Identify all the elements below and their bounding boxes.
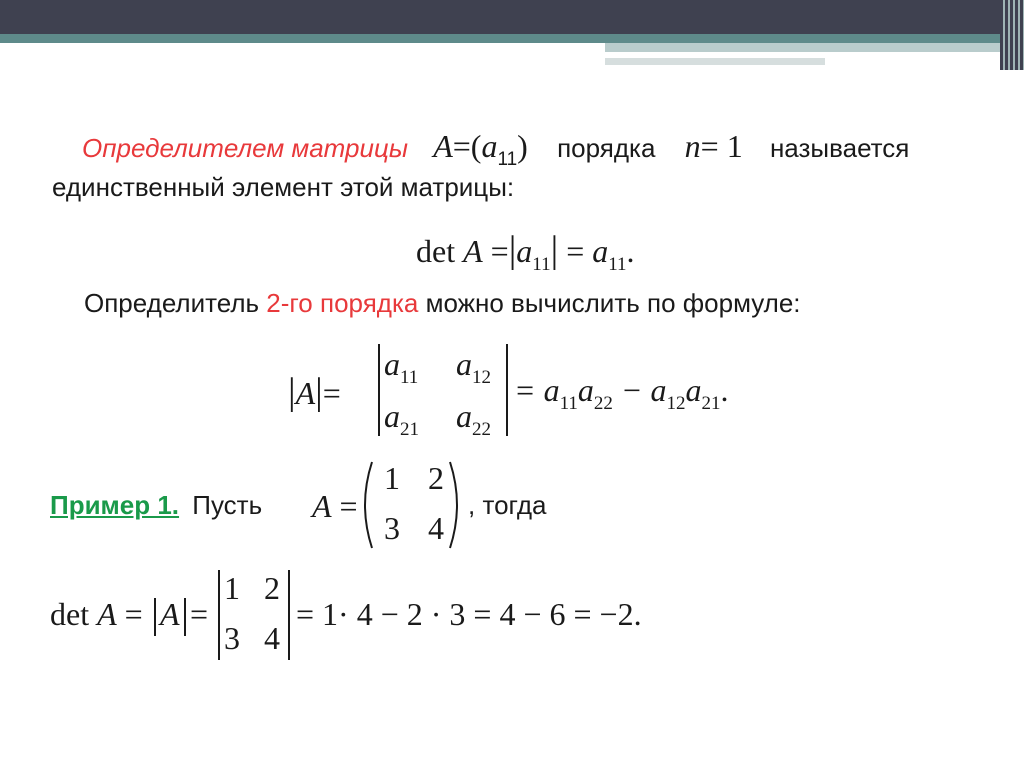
equals-paren: =( xyxy=(452,128,482,164)
ex-det-result: = 1· 4 − 2 · 3 = 4 − 6 = −2. xyxy=(296,596,642,632)
det-word: det xyxy=(416,233,456,269)
definition-2-line xyxy=(84,288,801,319)
ex-m22: 4 xyxy=(428,510,444,546)
def2-tail: можно вычислить по формуле: xyxy=(418,288,801,318)
expansion: = $a_{11}a_{22} - a_{12}a_{21}$. xyxy=(514,372,729,414)
m12: $a_{12}$ xyxy=(456,346,491,388)
equals: = xyxy=(490,233,509,269)
ex-det-left-bar xyxy=(218,570,220,660)
definition-term: Определителем матрицы xyxy=(82,133,408,163)
a-subscript: 11 xyxy=(532,254,551,275)
a-subscript-2: 11 xyxy=(608,254,627,275)
n-variable: n xyxy=(684,128,701,164)
close-paren: ) xyxy=(517,128,528,164)
ex-m21: 3 xyxy=(384,510,400,546)
equals-2: = xyxy=(190,596,209,632)
definition-1-line xyxy=(82,128,910,170)
equals: = xyxy=(322,375,341,411)
ex-det-m22: 4 xyxy=(264,620,280,656)
definition-1-line-2: единственный элемент этой матрицы: xyxy=(52,172,515,202)
m22: $a_{22}$ xyxy=(456,398,491,440)
a-var-2: a xyxy=(592,233,609,269)
n-equals-one: = 1 xyxy=(700,128,743,164)
period: . xyxy=(626,233,635,269)
abs-A: |A|= xyxy=(288,371,341,413)
absA-right-bar xyxy=(184,598,186,636)
m11: $a_{11}$ xyxy=(384,346,419,388)
called-word: называется xyxy=(769,133,910,163)
header-accent-stripe xyxy=(0,34,1000,43)
element-a: a xyxy=(481,128,498,164)
example-let: Пусть xyxy=(192,490,263,520)
example-label: Пример 1. xyxy=(50,490,180,520)
det-right-bar xyxy=(506,344,508,436)
ex-m11: 1 xyxy=(384,460,400,496)
slide-header-bar xyxy=(0,0,1024,34)
element-subscript: 11 xyxy=(497,149,518,170)
det-A-prefix: det A = xyxy=(50,596,143,632)
example-then: , тогда xyxy=(468,490,547,520)
a-var: a xyxy=(516,233,533,269)
equals-2: = xyxy=(566,233,585,269)
ex-det-m21: 3 xyxy=(224,620,240,656)
ex-det-m12: 2 xyxy=(264,570,280,606)
matrix-variable: A xyxy=(433,128,453,164)
header-accent-stripe-gray xyxy=(605,58,825,65)
ex-det-m11: 1 xyxy=(224,570,240,606)
det-left-bar xyxy=(378,344,380,436)
example-line xyxy=(50,490,262,521)
header-accent-stripe-light xyxy=(605,43,1000,52)
ex-m12: 2 xyxy=(428,460,444,496)
absA-var: A xyxy=(160,596,180,632)
def2-lead: Определитель xyxy=(84,288,267,318)
A-var: A xyxy=(463,233,483,269)
example-A-eq: A = xyxy=(312,488,358,524)
absA-left-bar xyxy=(154,598,156,636)
formula-det-first-order: $\det A =|a_{11}| = a_{11}$. xyxy=(416,229,635,275)
def2-highlight: 2-го порядка xyxy=(266,288,419,318)
ex-det-right-bar xyxy=(288,570,290,660)
header-edge-decoration xyxy=(1000,0,1024,70)
matrix-parentheses xyxy=(356,458,466,552)
A-var: A xyxy=(295,375,316,411)
order-word: порядка xyxy=(557,133,656,163)
m21: $a_{21}$ xyxy=(384,398,419,440)
